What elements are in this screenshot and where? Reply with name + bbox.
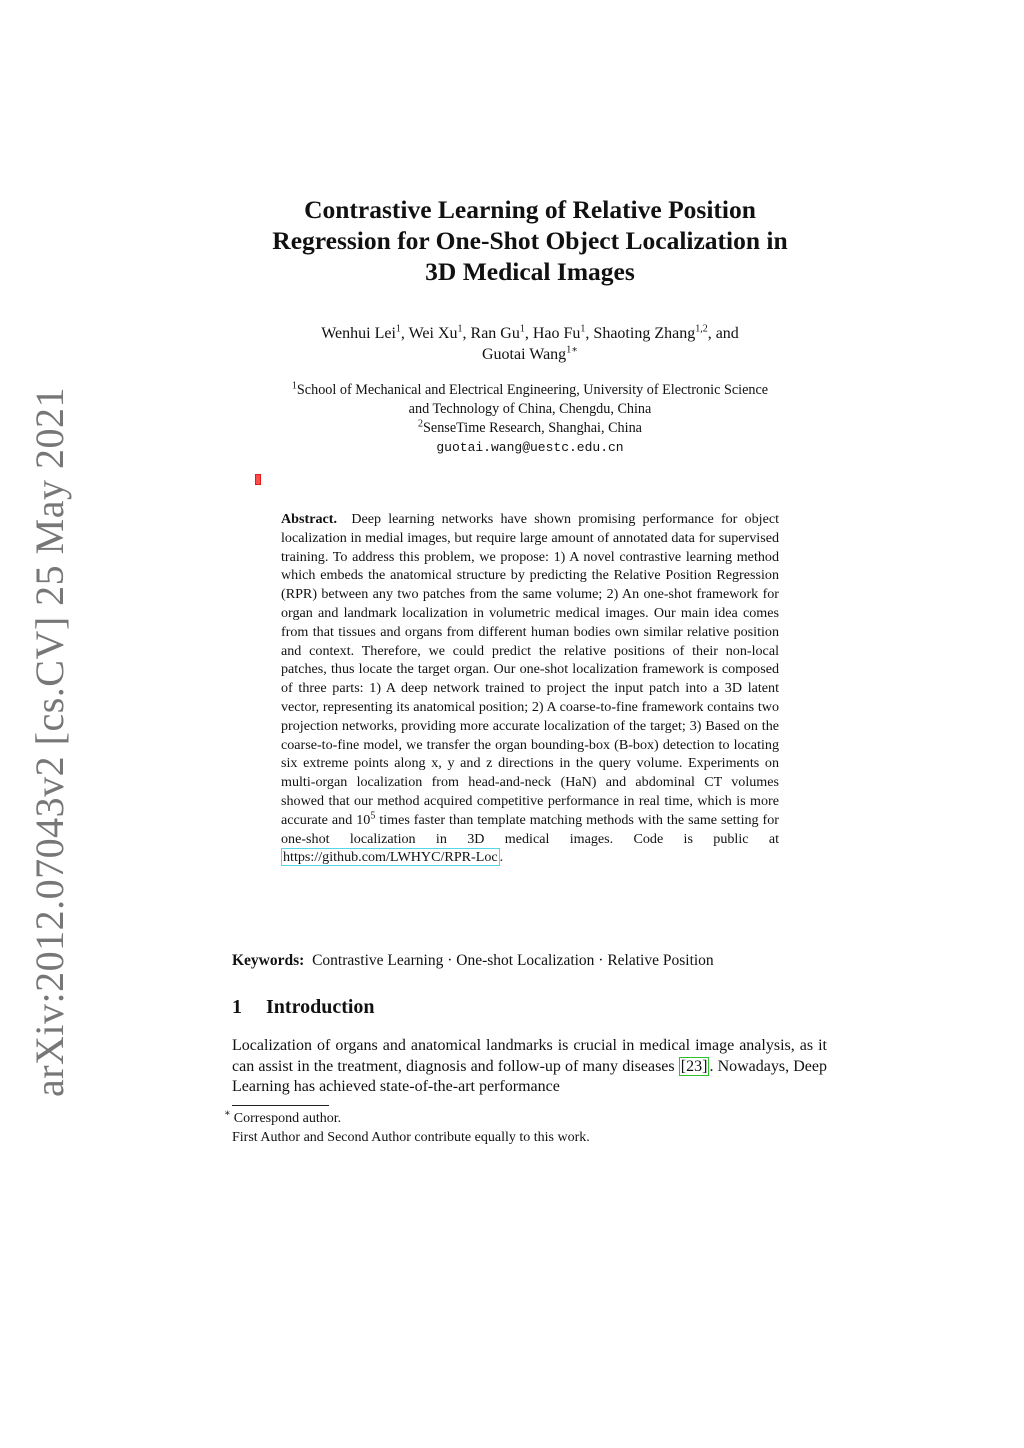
code-link[interactable]: https://github.com/LWHYC/RPR-Loc (283, 849, 498, 866)
email-address[interactable]: guotai.wang@uestc.edu.cn (436, 440, 624, 455)
affiliation-1-cont: and Technology of China, Chengdu, China (408, 401, 652, 417)
keywords-list: Contrastive Learning · One-shot Localization · Relative Position (312, 952, 714, 969)
abstract-label: Abstract. (281, 511, 337, 527)
title-line: 3D Medical Images (425, 257, 635, 286)
author-name: Wei Xu (408, 325, 458, 342)
abstract-text: Deep learning networks have shown promising performance for object localization in medial images, but require large amount of annotated data for supervised training. To address this problem, we propose: 1) A novel contrastive learning method which embeds the anatomical structure by predicting the Relative Position Regression (RPR) between any two patches from the same volume; 2) An one-shot framework for organ and landmark localization in volumetric medical images. Our main idea comes from that tissues and organs from different human bodies own similar relative position and context. Therefore, we could predict the relative positions of their non-local patches, thus locate the target organ. Our one-shot localization framework is composed of three parts: 1) A deep network trained to project the input patch into a 3D latent vector, representing its anatomical position; 2) A coarse-to-fine framework contains two projection networks, providing more accurate localization of the target; 3) Based on the coarse-to-fine model, we transfer the organ bounding-box (B-box) detection to locating six extreme points along x, y and z directions in the query volume. Experiments on multi-organ localization from head-and-neck (HaN) and abdominal CT volumes showed that our method acquired competitive performance in real time, which is more accurate and 10 (281, 511, 779, 828)
affiliation-2: SenseTime Research, Shanghai, China (423, 420, 642, 436)
footnote-2: First Author and Second Author contribute equally to this work. (232, 1130, 590, 1145)
section-heading (232, 996, 375, 1019)
author-affil-mark: 1 (457, 323, 463, 335)
affiliation-1: School of Mechanical and Electrical Engineering, University of Electronic Science (296, 382, 769, 398)
author-name: Hao Fu (532, 325, 581, 342)
author-name: Shaoting Zhang (593, 325, 696, 342)
author-name: Ran Gu (470, 325, 520, 342)
footnote-mark: ∗ (224, 1108, 231, 1120)
keywords-label: Keywords: (232, 952, 305, 969)
arxiv-stamp: arXiv:2012.07043v2 [cs.CV] 25 May 2021 (27, 386, 72, 1098)
title-line: Contrastive Learning of Relative Position (304, 195, 756, 224)
section-title: Introduction (266, 996, 375, 1018)
keywords (232, 951, 832, 971)
author-affil-mark: 1,2 (695, 323, 708, 335)
author-affil-mark: 1 (519, 323, 525, 335)
paper-title (200, 194, 860, 287)
intro-paragraph: Localization of organs and anatomical landmarks is crucial in medical image analysis, as it can assist in the treatment, diagnosis and follow-up of many diseases [23] . Nowadays, Deep Learning has achieved state-of-the-art performance (232, 1037, 828, 1095)
citation-link[interactable]: [23] (680, 1057, 708, 1075)
author-name: Guotai Wang (482, 346, 567, 363)
abstract: Abstract. Deep learning networks have shown promising performance for object localization in medial images, but require large amount of annotated data for supervised training. To address this problem, we propose: 1) A novel contrastive learning method which embeds the anatomical structure by predicting the Relative Position Regression (RPR) between any two patches from the same volume; 2) An one-shot framework for organ and landmark localization in volumetric medical images. Our main idea comes from that tissues and organs from different human bodies own similar relative position and context. Therefore, we could predict the relative positions of their non-local patches, thus locate the target organ. Our one-shot localization framework is composed of three parts: 1) A deep network trained to project the input patch into a 3D latent vector, representing its anatomical position; 2) A coarse-to-fine framework contains two projection networks, providing more accurate localization of the target; 3) Based on the coarse-to-fine model, we transfer the organ bounding-box (B-box) detection to locating six extreme points along x, y and z directions in the query volume. Experiments on multi-organ localization from head-and-neck (HaN) and abdominal CT volumes showed that our method acquired competitive performance in real time, which is more accurate and $10^5$ times faster than template matching methods with the same setting for one-shot localization in 3D medical images. Code is public at https://github.com/LWHYC/RPR-Loc . (281, 511, 779, 866)
author-name: Wenhui Lei (321, 325, 396, 342)
author-affil-mark: 1 (395, 323, 401, 335)
author-affil-mark: 1∗ (566, 344, 578, 356)
footnote-1: Correspond author. (233, 1111, 342, 1126)
footnotes (224, 1108, 832, 1147)
footnote-rule (232, 1105, 329, 1106)
abstract-text-cont: times faster than template matching methods with the same setting for one-shot localization in 3D medical images. Code is public at (281, 811, 779, 847)
affiliations: $^1$School of Mechanical and Electrical Engineering, University of Electronic Science and Technology of China, Chengdu, China $^2$SenseTime Research, Shanghai, China guotai.wang@uestc.edu.cn (200, 381, 860, 457)
annotation-marker (255, 474, 261, 485)
author-affil-mark: 1 (580, 323, 586, 335)
title-line: Regression for One-Shot Object Localization in (272, 226, 788, 255)
exponent: 5 (370, 810, 376, 822)
author-list: Wenhui Lei$^1$, Wei Xu$^1$, Ran Gu$^1$, Hao Fu$^1$, Shaoting Zhang$^{1,2}$, and Guotai Wang$^{1∗}$ (321, 323, 739, 363)
section-number: 1 (232, 996, 242, 1018)
